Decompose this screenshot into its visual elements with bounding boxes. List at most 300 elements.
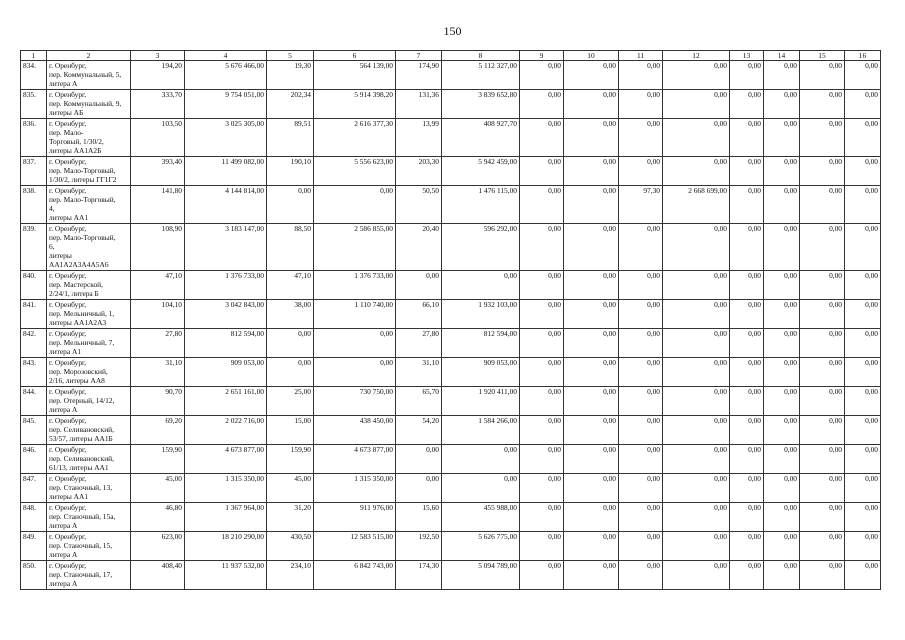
- value-cell: 0,00: [396, 271, 442, 300]
- value-cell: 0,00: [564, 532, 619, 561]
- value-cell: 0,00: [730, 61, 764, 90]
- value-cell: 0,00: [564, 474, 619, 503]
- value-cell: 0,00: [564, 329, 619, 358]
- address-line: литеры АА1А2Б: [49, 146, 102, 155]
- value-cell: 393,40: [131, 157, 185, 186]
- value-cell: 0,00: [730, 271, 764, 300]
- value-cell: 0,00: [619, 387, 663, 416]
- value-cell: 0,00: [730, 358, 764, 387]
- value-cell: 0,00: [564, 561, 619, 590]
- address-line: г. Оренбург,: [49, 561, 87, 570]
- value-cell: 0,00: [619, 416, 663, 445]
- value-cell: 0,00: [314, 329, 396, 358]
- address-line: пер. Отерный, 14/12,: [49, 396, 115, 405]
- value-cell: 0,00: [267, 186, 314, 224]
- value-cell: 0,00: [663, 61, 730, 90]
- value-cell: 0,00: [619, 119, 663, 157]
- column-header: 16: [845, 51, 881, 61]
- address-cell: [47, 532, 131, 561]
- table-row: [21, 119, 881, 157]
- value-cell: 0,00: [845, 387, 881, 416]
- value-cell: 0,00: [730, 445, 764, 474]
- address-line: 4,: [49, 204, 55, 213]
- address-cell: [47, 186, 131, 224]
- value-cell: 408 927,70: [442, 119, 520, 157]
- value-cell: 623,00: [131, 532, 185, 561]
- value-cell: 909 053,00: [185, 358, 267, 387]
- value-cell: 69,20: [131, 416, 185, 445]
- address-line: литеры АА1А2А3: [49, 318, 107, 327]
- value-cell: 0,00: [800, 300, 845, 329]
- value-cell: 31,20: [267, 503, 314, 532]
- value-cell: 0,00: [564, 90, 619, 119]
- value-cell: 0,00: [764, 61, 800, 90]
- row-number: 834.: [21, 61, 47, 90]
- value-cell: 0,00: [520, 503, 564, 532]
- address-line: литеры АА1: [49, 492, 89, 501]
- table-row: [21, 90, 881, 119]
- address-cell: [47, 503, 131, 532]
- value-cell: 5 942 459,00: [442, 157, 520, 186]
- value-cell: 2 668 699,00: [663, 186, 730, 224]
- address-line: пер. Мало-Торговый,: [49, 195, 116, 204]
- table-row: [21, 329, 881, 358]
- value-cell: 0,00: [730, 503, 764, 532]
- address-line: г. Оренбург,: [49, 119, 87, 128]
- value-cell: 0,00: [520, 387, 564, 416]
- value-cell: 0,00: [520, 561, 564, 590]
- value-cell: 11 937 532,00: [185, 561, 267, 590]
- value-cell: 0,00: [564, 503, 619, 532]
- row-number: 849.: [21, 532, 47, 561]
- value-cell: 0,00: [520, 532, 564, 561]
- value-cell: 202,34: [267, 90, 314, 119]
- value-cell: 0,00: [396, 474, 442, 503]
- value-cell: 0,00: [845, 186, 881, 224]
- value-cell: 141,80: [131, 186, 185, 224]
- value-cell: 0,00: [267, 358, 314, 387]
- value-cell: 0,00: [845, 416, 881, 445]
- value-cell: 0,00: [663, 387, 730, 416]
- address-cell: [47, 300, 131, 329]
- row-number: 840.: [21, 271, 47, 300]
- column-header: 6: [314, 51, 396, 61]
- value-cell: 174,30: [396, 561, 442, 590]
- value-cell: 0,00: [564, 300, 619, 329]
- value-cell: 0,00: [520, 271, 564, 300]
- value-cell: 0,00: [800, 329, 845, 358]
- address-line: пер. Станочный, 15а,: [49, 512, 116, 521]
- value-cell: 438 450,00: [314, 416, 396, 445]
- row-number: 850.: [21, 561, 47, 590]
- column-number-row: [21, 51, 881, 61]
- value-cell: 1 376 733,00: [314, 271, 396, 300]
- table-row: [21, 561, 881, 590]
- value-cell: 0,00: [764, 119, 800, 157]
- value-cell: 38,00: [267, 300, 314, 329]
- address-line: пер. Станочный, 17,: [49, 570, 113, 579]
- value-cell: 0,00: [619, 224, 663, 271]
- table-row: [21, 300, 881, 329]
- value-cell: 0,00: [564, 358, 619, 387]
- value-cell: 66,10: [396, 300, 442, 329]
- table-row: [21, 532, 881, 561]
- value-cell: 0,00: [800, 271, 845, 300]
- address-line: г. Оренбург,: [49, 224, 87, 233]
- value-cell: 0,00: [845, 503, 881, 532]
- value-cell: 50,50: [396, 186, 442, 224]
- row-number: 844.: [21, 387, 47, 416]
- value-cell: 0,00: [800, 474, 845, 503]
- column-header: 12: [663, 51, 730, 61]
- value-cell: 455 988,00: [442, 503, 520, 532]
- value-cell: 0,00: [663, 90, 730, 119]
- value-cell: 0,00: [800, 561, 845, 590]
- column-header: 5: [267, 51, 314, 61]
- address-line: г. Оренбург,: [49, 532, 87, 541]
- row-number: 848.: [21, 503, 47, 532]
- value-cell: 0,00: [800, 503, 845, 532]
- address-line: пер. Мало-Торговый,: [49, 233, 116, 242]
- value-cell: 0,00: [564, 445, 619, 474]
- value-cell: 0,00: [564, 224, 619, 271]
- page-number: 150: [443, 24, 462, 38]
- value-cell: 174,90: [396, 61, 442, 90]
- value-cell: 812 594,00: [442, 329, 520, 358]
- row-number: 845.: [21, 416, 47, 445]
- value-cell: 104,10: [131, 300, 185, 329]
- column-header: 7: [396, 51, 442, 61]
- address-cell: [47, 90, 131, 119]
- address-line: г. Оренбург,: [49, 503, 87, 512]
- address-cell: [47, 358, 131, 387]
- value-cell: 564 139,00: [314, 61, 396, 90]
- value-cell: 0,00: [764, 271, 800, 300]
- value-cell: 1 376 733,00: [185, 271, 267, 300]
- column-header: 3: [131, 51, 185, 61]
- value-cell: 0,00: [800, 157, 845, 186]
- value-cell: 11 499 082,00: [185, 157, 267, 186]
- value-cell: 430,50: [267, 532, 314, 561]
- value-cell: 13,99: [396, 119, 442, 157]
- address-cell: [47, 561, 131, 590]
- value-cell: 0,00: [663, 532, 730, 561]
- value-cell: 0,00: [764, 474, 800, 503]
- value-cell: 0,00: [663, 119, 730, 157]
- address-line: 1/30/2, литеры ГГ1Г2: [49, 175, 117, 184]
- value-cell: 0,00: [663, 157, 730, 186]
- address-line: пер. Селивановский,: [49, 454, 114, 463]
- address-line: г. Оренбург,: [49, 90, 87, 99]
- address-line: литера А: [49, 550, 78, 559]
- value-cell: 0,00: [564, 271, 619, 300]
- value-cell: 0,00: [564, 119, 619, 157]
- address-line: г. Оренбург,: [49, 387, 87, 396]
- value-cell: 0,00: [520, 119, 564, 157]
- table-row: [21, 61, 881, 90]
- address-line: 61/13, литеры АА1: [49, 463, 109, 472]
- value-cell: 0,00: [267, 329, 314, 358]
- value-cell: 1 315 350,00: [314, 474, 396, 503]
- value-cell: 4 673 877,00: [185, 445, 267, 474]
- value-cell: 25,00: [267, 387, 314, 416]
- value-cell: 596 292,00: [442, 224, 520, 271]
- row-number: 841.: [21, 300, 47, 329]
- value-cell: 159,90: [131, 445, 185, 474]
- address-line: пер. Мельничный, 7,: [49, 338, 115, 347]
- address-line: литера А: [49, 405, 78, 414]
- row-number: 842.: [21, 329, 47, 358]
- row-number: 846.: [21, 445, 47, 474]
- row-number: 836.: [21, 119, 47, 157]
- value-cell: 0,00: [663, 271, 730, 300]
- value-cell: 0,00: [663, 329, 730, 358]
- value-cell: 0,00: [764, 445, 800, 474]
- value-cell: 0,00: [619, 561, 663, 590]
- value-cell: 3 183 147,00: [185, 224, 267, 271]
- value-cell: 1 476 115,00: [442, 186, 520, 224]
- value-cell: 0,00: [663, 416, 730, 445]
- address-line: пер. Мало-Торговый,: [49, 166, 116, 175]
- value-cell: 0,00: [730, 387, 764, 416]
- value-cell: 103,50: [131, 119, 185, 157]
- value-cell: 0,00: [730, 300, 764, 329]
- table-body: [21, 61, 881, 590]
- value-cell: 5 556 623,00: [314, 157, 396, 186]
- value-cell: 0,00: [520, 61, 564, 90]
- value-cell: 0,00: [764, 186, 800, 224]
- value-cell: 0,00: [845, 90, 881, 119]
- value-cell: 0,00: [442, 445, 520, 474]
- address-line: пер. Станочный, 15,: [49, 541, 113, 550]
- value-cell: 0,00: [845, 561, 881, 590]
- table-row: [21, 503, 881, 532]
- value-cell: 45,00: [267, 474, 314, 503]
- column-header: 2: [47, 51, 131, 61]
- value-cell: 203,30: [396, 157, 442, 186]
- value-cell: 108,90: [131, 224, 185, 271]
- value-cell: 812 594,00: [185, 329, 267, 358]
- value-cell: 88,50: [267, 224, 314, 271]
- address-line: 53/57, литеры АА1Б: [49, 434, 113, 443]
- value-cell: 31,10: [396, 358, 442, 387]
- address-cell: [47, 119, 131, 157]
- value-cell: 45,00: [131, 474, 185, 503]
- address-cell: [47, 387, 131, 416]
- value-cell: 5 676 466,00: [185, 61, 267, 90]
- value-cell: 0,00: [619, 532, 663, 561]
- value-cell: 0,00: [845, 224, 881, 271]
- value-cell: 1 110 740,00: [314, 300, 396, 329]
- value-cell: 0,00: [442, 271, 520, 300]
- value-cell: 0,00: [619, 157, 663, 186]
- row-number: 837.: [21, 157, 47, 186]
- address-line: литера А: [49, 579, 78, 588]
- address-line: литера А: [49, 79, 78, 88]
- value-cell: 2 651 161,00: [185, 387, 267, 416]
- value-cell: 0,00: [564, 416, 619, 445]
- value-cell: 0,00: [619, 90, 663, 119]
- value-cell: 5 094 789,00: [442, 561, 520, 590]
- value-cell: 234,10: [267, 561, 314, 590]
- value-cell: 46,80: [131, 503, 185, 532]
- column-header: 15: [800, 51, 845, 61]
- value-cell: 0,00: [845, 157, 881, 186]
- address-line: литеры АБ: [49, 108, 84, 117]
- value-cell: 0,00: [520, 358, 564, 387]
- value-cell: 19,30: [267, 61, 314, 90]
- address-cell: [47, 474, 131, 503]
- value-cell: 408,40: [131, 561, 185, 590]
- value-cell: 89,51: [267, 119, 314, 157]
- value-cell: 0,00: [520, 224, 564, 271]
- value-cell: 0,00: [619, 61, 663, 90]
- column-header: 8: [442, 51, 520, 61]
- address-line: г. Оренбург,: [49, 416, 87, 425]
- value-cell: 0,00: [845, 474, 881, 503]
- column-header: 14: [764, 51, 800, 61]
- column-header: 10: [564, 51, 619, 61]
- value-cell: 0,00: [730, 561, 764, 590]
- value-cell: 0,00: [663, 445, 730, 474]
- column-header: 13: [730, 51, 764, 61]
- address-cell: [47, 445, 131, 474]
- value-cell: 0,00: [663, 358, 730, 387]
- value-cell: 20,40: [396, 224, 442, 271]
- value-cell: 0,00: [730, 416, 764, 445]
- value-cell: 0,00: [730, 186, 764, 224]
- column-header: 11: [619, 51, 663, 61]
- address-line: пер. Мастерской,: [49, 280, 103, 289]
- value-cell: 0,00: [845, 271, 881, 300]
- value-cell: 0,00: [730, 532, 764, 561]
- table-row: [21, 416, 881, 445]
- value-cell: 0,00: [564, 186, 619, 224]
- value-cell: 0,00: [619, 358, 663, 387]
- address-line: г. Оренбург,: [49, 300, 87, 309]
- address-line: пер. Селивановский,: [49, 425, 114, 434]
- value-cell: 0,00: [396, 445, 442, 474]
- value-cell: 0,00: [314, 186, 396, 224]
- value-cell: 3 025 305,00: [185, 119, 267, 157]
- value-cell: 0,00: [800, 224, 845, 271]
- row-number: 843.: [21, 358, 47, 387]
- value-cell: 1 367 964,00: [185, 503, 267, 532]
- value-cell: 159,90: [267, 445, 314, 474]
- address-cell: [47, 61, 131, 90]
- value-cell: 0,00: [730, 329, 764, 358]
- address-line: г. Оренбург,: [49, 61, 87, 70]
- value-cell: 0,00: [845, 61, 881, 90]
- value-cell: 0,00: [663, 503, 730, 532]
- value-cell: 27,80: [396, 329, 442, 358]
- value-cell: 90,70: [131, 387, 185, 416]
- value-cell: 0,00: [730, 119, 764, 157]
- value-cell: 0,00: [564, 157, 619, 186]
- value-cell: 0,00: [764, 358, 800, 387]
- table-row: [21, 224, 881, 271]
- address-line: 2/24/1, литера Б: [49, 289, 99, 298]
- value-cell: 0,00: [845, 358, 881, 387]
- value-cell: 1 315 350,00: [185, 474, 267, 503]
- value-cell: 0,00: [314, 358, 396, 387]
- table-row: [21, 157, 881, 186]
- value-cell: 0,00: [663, 561, 730, 590]
- address-line: г. Оренбург,: [49, 358, 87, 367]
- value-cell: 5 112 327,00: [442, 61, 520, 90]
- value-cell: 0,00: [564, 61, 619, 90]
- value-cell: 12 583 515,00: [314, 532, 396, 561]
- value-cell: 194,20: [131, 61, 185, 90]
- address-line: литера А1: [49, 347, 82, 356]
- column-header: 1: [21, 51, 47, 61]
- address-line: АА1А2А3А4А5А6: [49, 260, 109, 269]
- address-line: пер. Морозовский,: [49, 367, 108, 376]
- value-cell: 2 586 855,00: [314, 224, 396, 271]
- value-cell: 27,80: [131, 329, 185, 358]
- value-cell: 0,00: [520, 157, 564, 186]
- value-cell: 0,00: [520, 329, 564, 358]
- value-cell: 0,00: [442, 474, 520, 503]
- value-cell: 1 932 103,00: [442, 300, 520, 329]
- table-row: [21, 387, 881, 416]
- value-cell: 47,10: [131, 271, 185, 300]
- value-cell: 131,36: [396, 90, 442, 119]
- table-row: [21, 445, 881, 474]
- address-cell: [47, 271, 131, 300]
- value-cell: 909 053,00: [442, 358, 520, 387]
- value-cell: 0,00: [619, 300, 663, 329]
- value-cell: 0,00: [730, 224, 764, 271]
- address-cell: [47, 416, 131, 445]
- value-cell: 0,00: [730, 90, 764, 119]
- address-line: г. Оренбург,: [49, 157, 87, 166]
- value-cell: 0,00: [845, 532, 881, 561]
- column-header: 9: [520, 51, 564, 61]
- value-cell: 1 584 266,00: [442, 416, 520, 445]
- value-cell: 0,00: [845, 300, 881, 329]
- address-line: пер. Коммунальный, 9,: [49, 99, 122, 108]
- address-line: пер. Мало-: [49, 128, 84, 137]
- address-line: г. Оренбург,: [49, 474, 87, 483]
- value-cell: 0,00: [663, 474, 730, 503]
- table-row: [21, 186, 881, 224]
- value-cell: 0,00: [800, 358, 845, 387]
- value-cell: 0,00: [764, 561, 800, 590]
- table-row: [21, 358, 881, 387]
- value-cell: 0,00: [619, 271, 663, 300]
- value-cell: 0,00: [764, 157, 800, 186]
- value-cell: 0,00: [800, 416, 845, 445]
- value-cell: 0,00: [764, 532, 800, 561]
- row-number: 839.: [21, 224, 47, 271]
- value-cell: 0,00: [845, 329, 881, 358]
- value-cell: 0,00: [619, 329, 663, 358]
- value-cell: 0,00: [764, 503, 800, 532]
- value-cell: 15,60: [396, 503, 442, 532]
- value-cell: 0,00: [730, 474, 764, 503]
- value-cell: 2 022 716,00: [185, 416, 267, 445]
- address-line: литеры: [49, 251, 72, 260]
- row-number: 838.: [21, 186, 47, 224]
- value-cell: 0,00: [764, 329, 800, 358]
- value-cell: 6 842 743,00: [314, 561, 396, 590]
- value-cell: 0,00: [619, 474, 663, 503]
- row-number: 847.: [21, 474, 47, 503]
- value-cell: 730 750,00: [314, 387, 396, 416]
- value-cell: 333,70: [131, 90, 185, 119]
- value-cell: 0,00: [800, 90, 845, 119]
